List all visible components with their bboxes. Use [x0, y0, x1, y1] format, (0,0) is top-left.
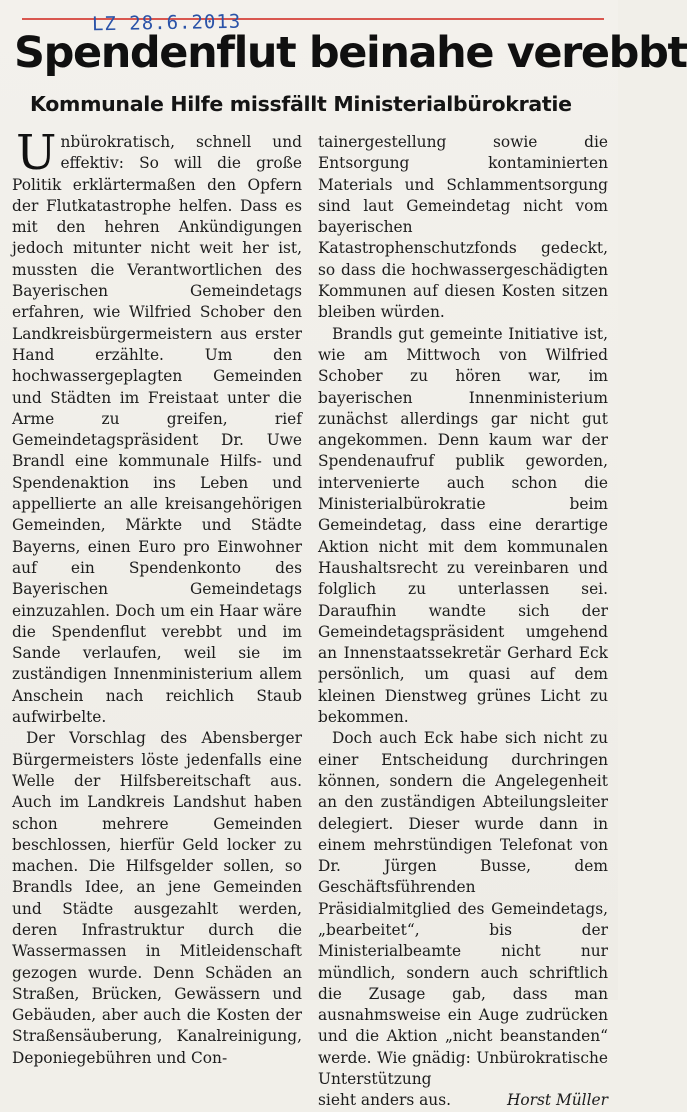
paragraph: Der Vorschlag des Abensberger Bürgermeisters löste jedenfalls eine Welle der Hilfsbereitschaft aus. Auch im Landkreis Landshut haben schon mehrere Gemeinden beschlossen, hierfür Geld locker zu machen. Die Hilfsgelder sollen, so Brandls Idee, an jene Gemeinden und Städte ausgezahlt werden, deren Infrastruktur durch die Wassermassen in Mitleidenschaft gezogen wurde. Denn Schäden an Straßen, Brücken, Gewässern und Gebäuden, aber auch die Kosten der Straßensäuberung, Kanalreinigung, Deponiegebühren und Con-: [12, 729, 302, 1067]
closing-line: [318, 1090, 608, 1111]
drop-cap: U: [16, 125, 57, 181]
handwritten-date-annotation: LZ 28.6.2013: [91, 10, 242, 36]
subheadline: Kommunale Hilfe missfällt Ministerialbürokratie: [30, 92, 572, 116]
paragraph: [12, 125, 302, 728]
article-column-left: [12, 125, 302, 1067]
paragraph: tainergestellung sowie die Entsorgung kontaminierten Materials und Schlammentsorgung sind laut Gemeindetag nicht vom bayerischen Katastrophenschutzfonds gedeckt, so dass die hochwassergeschädigten Kommunen auf diesen Kosten sitzen bleiben würden.: [318, 133, 608, 322]
article-body: [12, 125, 608, 1110]
closing-text: sieht anders aus.: [318, 1091, 451, 1110]
author-byline: Horst Müller: [506, 1091, 608, 1110]
article-column-right: [318, 132, 608, 1110]
paragraph: Brandls gut gemeinte Initiative ist, wie am Mittwoch von Wilfried Schober zu hören war, im bayerischen Innenministerium zunächst allerdings gar nicht gut angekommen. Denn kaum war der Spendenaufruf publik geworden, intervenierte auch schon die Ministerialbürokratie beim Gemeindetag, dass eine derartige Aktion nicht mit dem kommunalen Haushaltsrecht zu vereinbaren und folglich zu unterlassen sei. Daraufhin wandte sich der Gemeindetagspräsident umgehend an Innenstaatssekretär Gerhard Eck persönlich, um quasi auf dem kleinen Dienstweg grünes Licht zu bekommen.: [318, 324, 608, 727]
headline: Spendenflut beinahe verebbt: [14, 28, 687, 78]
paragraph: Doch auch Eck habe sich nicht zu einer Entscheidung durchringen können, sondern die Angelegenheit an den zuständigen Abteilungsleiter delegiert. Dieser wurde dann in einem mehrstündigen Telefonat von Dr. Jürgen Busse, dem Geschäftsführenden Präsidialmitglied des Gemeindetags, „bearbeitet“, bis der Ministerialbeamte nicht nur mündlich, sondern auch schriftlich die Zusage gab, dass man ausnahmsweise ein Auge zudrücken und die Aktion „nicht beanstanden“ werde. Wie gnädig: Unbürokratische Unterstützung: [318, 729, 608, 1089]
paragraph-text: nbürokratisch, schnell und effektiv: So will die große Politik erklärtermaßen den Opfern der Flutkatastrophe helfen. Dass es mit den hehren Ankündigungen jedoch mitunter nicht weit her ist, mussten die Verantwortlichen des Bayerischen Gemeindetags erfahren, wie Wilfried Schober den Landkreisbürgermeistern aus erster Hand erzählte. Um den hochwassergeplagten Gemeinden und Städten im Freistaat unter die Arme zu greifen, rief Gemeindetagspräsident Dr. Uwe Brandl eine kommunale Hilfs- und Spendenaktion ins Leben und appellierte an alle kreisangehörigen Gemeinden, Märkte und Städte Bayerns, einen Euro pro Einwohner auf ein Spendenkonto des Bayerischen Gemeindetags einzuzahlen. Doch um ein Haar wäre die Spendenflut verebbt und im Sande verlaufen, weil sie im zuständigen Innenministerium allem Anschein nach reichlich Staub aufwirbelte.: [12, 133, 302, 727]
